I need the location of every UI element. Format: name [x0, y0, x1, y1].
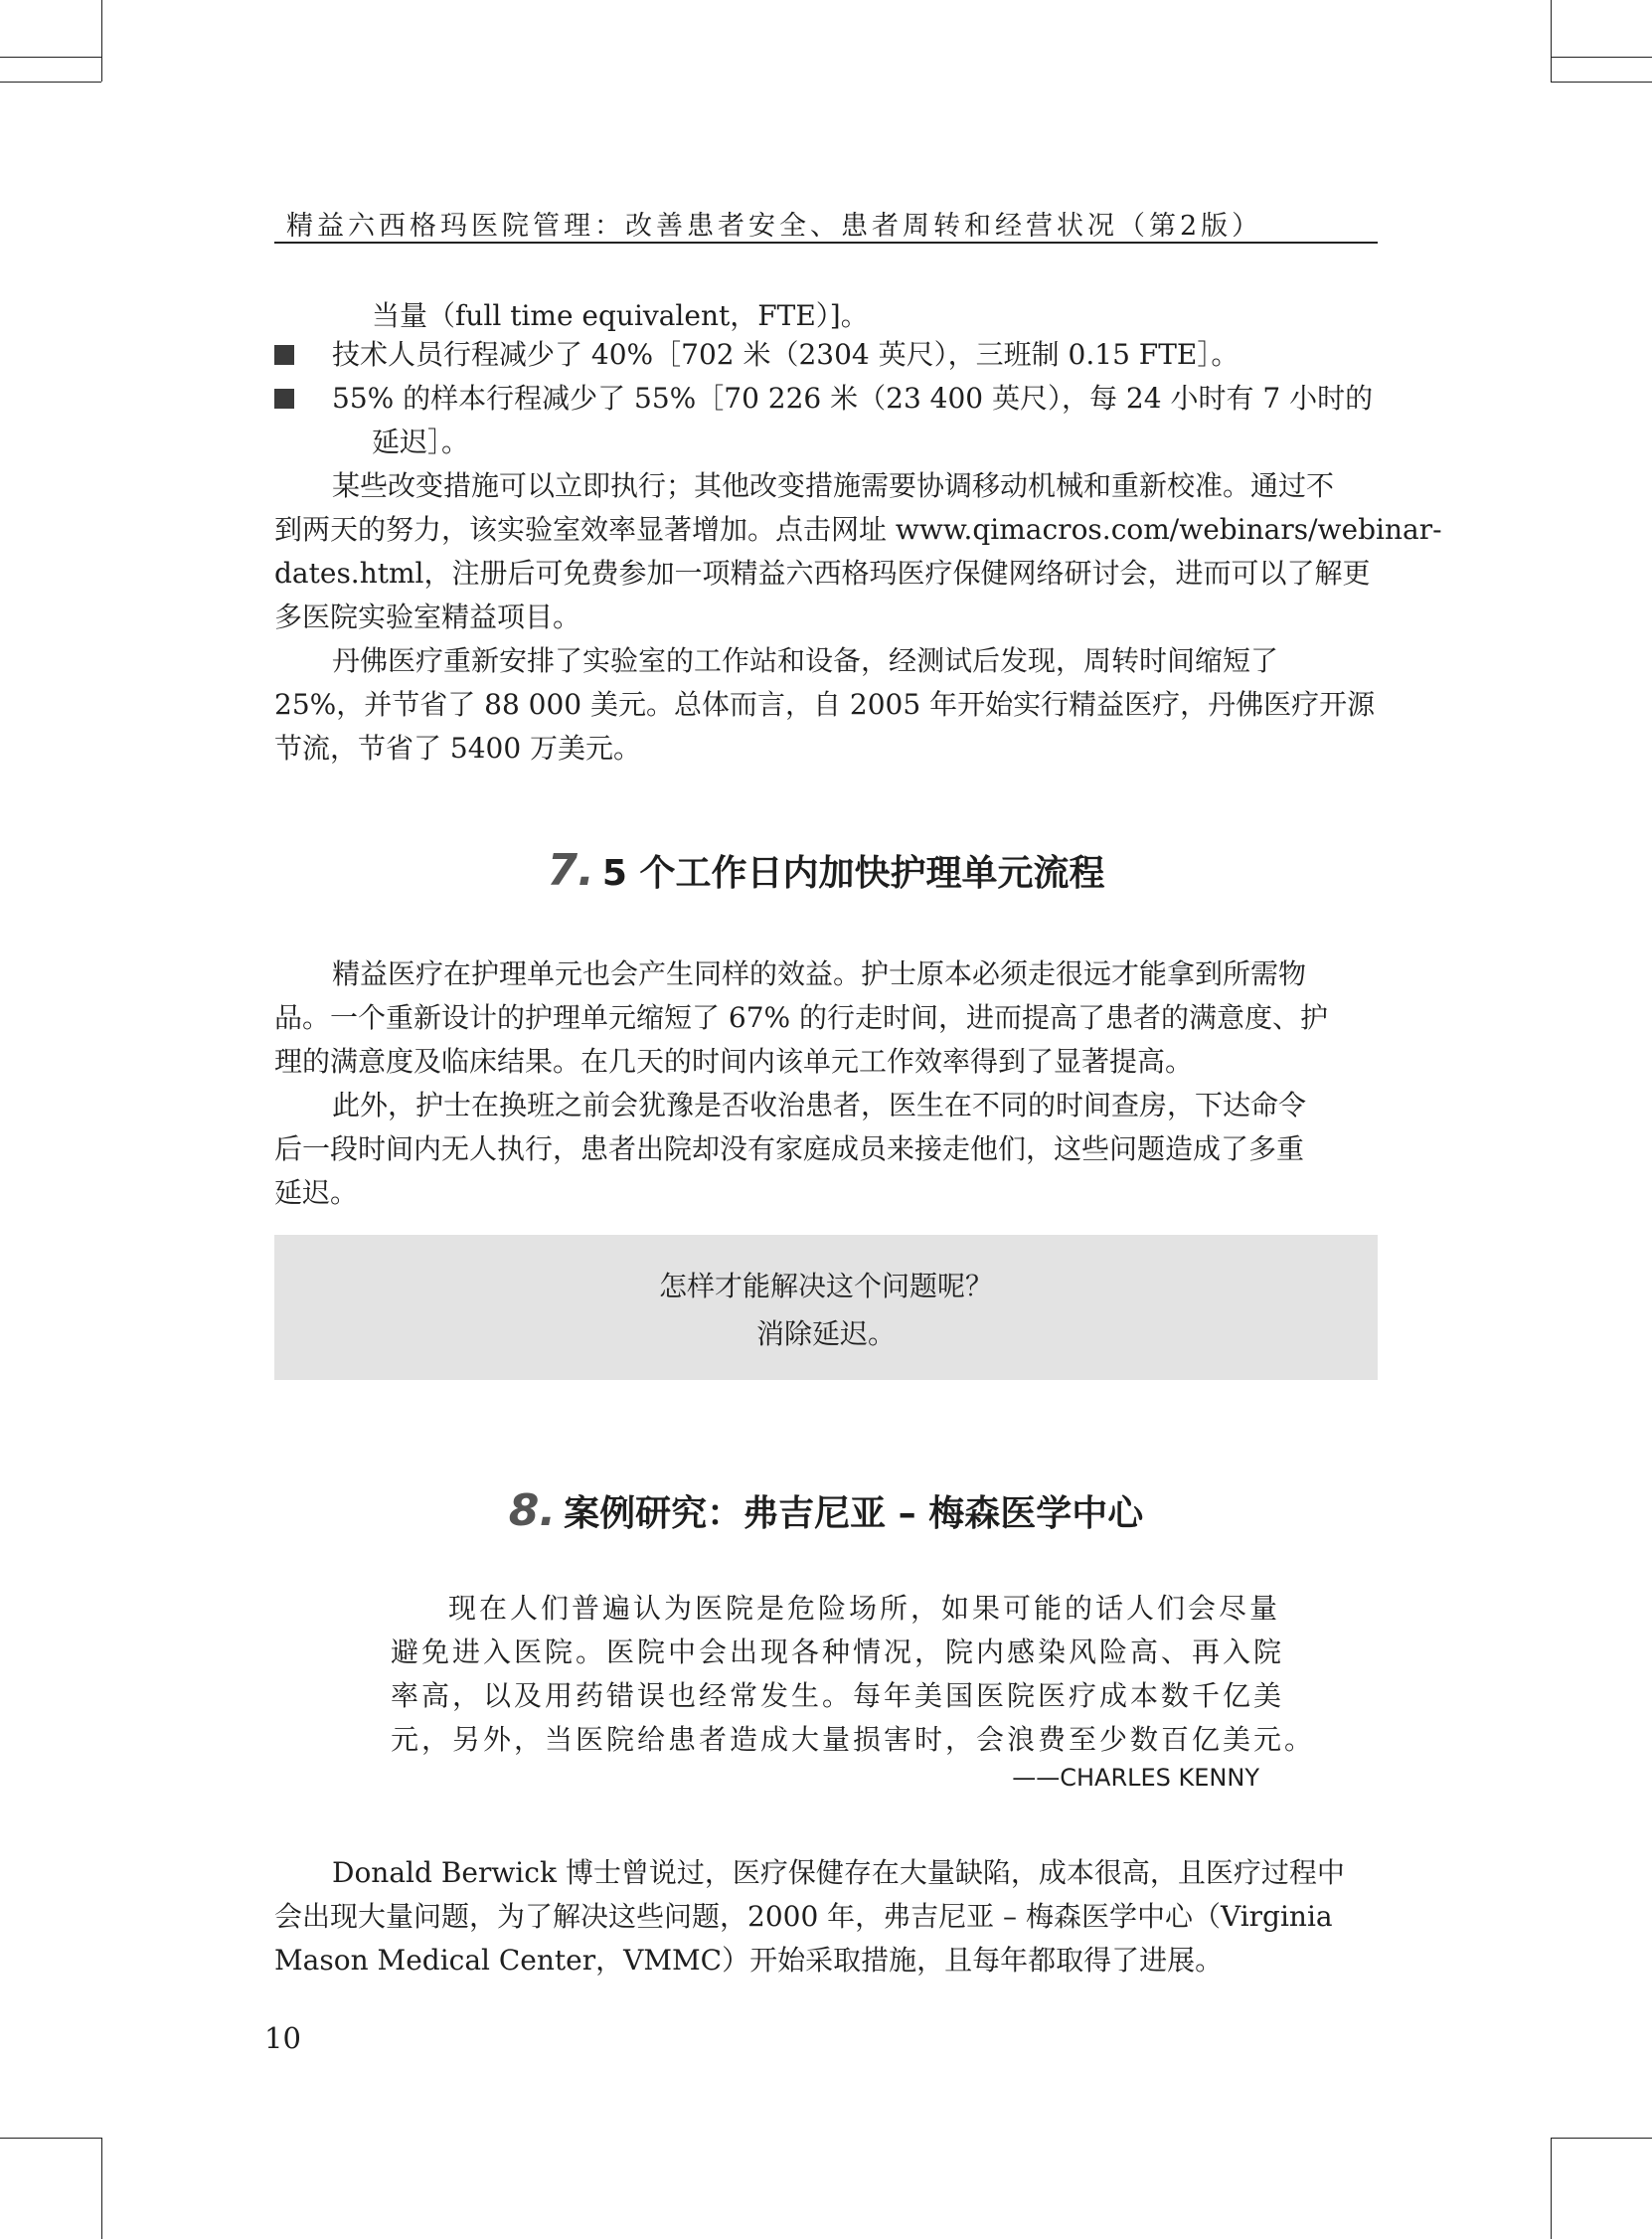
header-rule	[274, 242, 1378, 244]
crop-mark	[1551, 2138, 1552, 2239]
paragraph-line: 某些改变措施可以立即执行；其他改变措施需要协调移动机械和重新校准。通过不	[332, 469, 1335, 502]
paragraph-line: 会出现大量问题，为了解决这些问题，2000 年，弗吉尼亚 – 梅森医学中心（Virginia	[274, 1900, 1333, 1933]
section-title: 5 个工作日内加快护理单元流程	[601, 853, 1105, 894]
continuation-line: 当量（full time equivalent，FTE）]。	[372, 299, 869, 332]
paragraph-line: 后一段时间内无人执行，患者出院却没有家庭成员来接走他们，这些问题造成了多重	[274, 1132, 1305, 1165]
crop-mark	[0, 57, 101, 58]
bullet-item: 技术人员行程减少了 40%［702 米（2304 英尺），三班制 0.15 FTE］。	[332, 338, 1239, 371]
crop-mark	[0, 2138, 101, 2139]
paragraph	[274, 952, 1328, 1084]
callout-question: 怎样才能解决这个问题呢？	[658, 1270, 993, 1302]
paragraph-line: 精益医疗在护理单元也会产生同样的效益。护士原本必须走很远才能拿到所需物	[332, 957, 1307, 990]
section-number: 7.	[547, 845, 594, 896]
paragraph-line: dates.html，注册后可免费参加一项精益六西格玛医疗保健网络研讨会，进而可以了解更	[274, 557, 1371, 590]
paragraph	[274, 464, 1442, 639]
quote-line: 避免进入医院。医院中会出现各种情况，院内感染风险高、再入院	[391, 1636, 1285, 1668]
paragraph-line: 多医院实验室精益项目。	[274, 601, 581, 633]
crop-mark	[1551, 0, 1552, 82]
paragraph-line: 到两天的努力，该实验室效率显著增加。点击网址 www.qimacros.com/webinars/webinar-	[274, 513, 1442, 546]
crop-mark	[1551, 82, 1652, 83]
paragraph-line: 品。一个重新设计的护理单元缩短了 67% 的行走时间，进而提高了患者的满意度、护	[274, 1001, 1329, 1034]
running-head: 精益六西格玛医院管理：改善患者安全、患者周转和经营状况（第2版）	[286, 211, 1263, 242]
section-number: 8.	[508, 1485, 557, 1536]
crop-mark	[101, 2138, 102, 2239]
quote-attribution: ——CHARLES KENNY	[1012, 1764, 1259, 1792]
paragraph-line: 理的满意度及临床结果。在几天的时间内该单元工作效率得到了显著提高。	[274, 1045, 1194, 1078]
page-number: 10	[264, 2021, 301, 2055]
crop-mark	[0, 82, 101, 83]
paragraph-line: 丹佛医疗重新安排了实验室的工作站和设备，经测试后发现，周转时间缩短了	[332, 644, 1279, 677]
paragraph	[274, 1851, 1345, 1982]
paragraph-line: Mason Medical Center，VMMC）开始采取措施，且每年都取得了进展。	[274, 1944, 1224, 1977]
paragraph	[274, 1084, 1306, 1215]
quote-line: 元，另外，当医院给患者造成大量损害时，会浪费至少数百亿美元。	[391, 1723, 1316, 1756]
crop-mark	[1551, 2138, 1652, 2139]
callout-box	[274, 1235, 1378, 1380]
paragraph-line: 此外，护士在换班之前会犹豫是否收治患者，医生在不同的时间查房，下达命令	[332, 1089, 1307, 1121]
crop-mark	[101, 0, 102, 82]
section-heading	[0, 845, 1652, 896]
quote-line: 率高，以及用药错误也经常发生。每年美国医院医疗成本数千亿美	[391, 1679, 1285, 1712]
block-quote	[391, 1587, 1315, 1762]
paragraph-line: Donald Berwick 博士曾说过，医疗保健存在大量缺陷，成本很高，且医疗过程中	[332, 1856, 1345, 1889]
paragraph-line: 节流，节省了 5400 万美元。	[274, 732, 642, 765]
bullet-item: 55% 的样本行程减少了 55%［70 226 米（23 400 英尺），每 24 小时有 7 小时的	[332, 382, 1374, 415]
crop-mark	[1551, 57, 1652, 58]
paragraph-line: 25%，并节省了 88 000 美元。总体而言，自 2005 年开始实行精益医疗，丹佛医疗开源	[274, 688, 1376, 721]
paragraph-line: 延迟。	[274, 1176, 359, 1209]
bullet-square-icon	[274, 389, 294, 409]
paragraph	[274, 639, 1375, 771]
bullet-square-icon	[274, 345, 294, 365]
callout-answer: 消除延迟。	[755, 1317, 896, 1350]
section-heading	[0, 1485, 1652, 1536]
quote-line: 现在人们普遍认为医院是危险场所，如果可能的话人们会尽量	[448, 1592, 1281, 1625]
section-title: 案例研究：弗吉尼亚 – 梅森医学中心	[564, 1493, 1144, 1534]
bullet-item-continuation: 延迟］。	[372, 426, 470, 458]
